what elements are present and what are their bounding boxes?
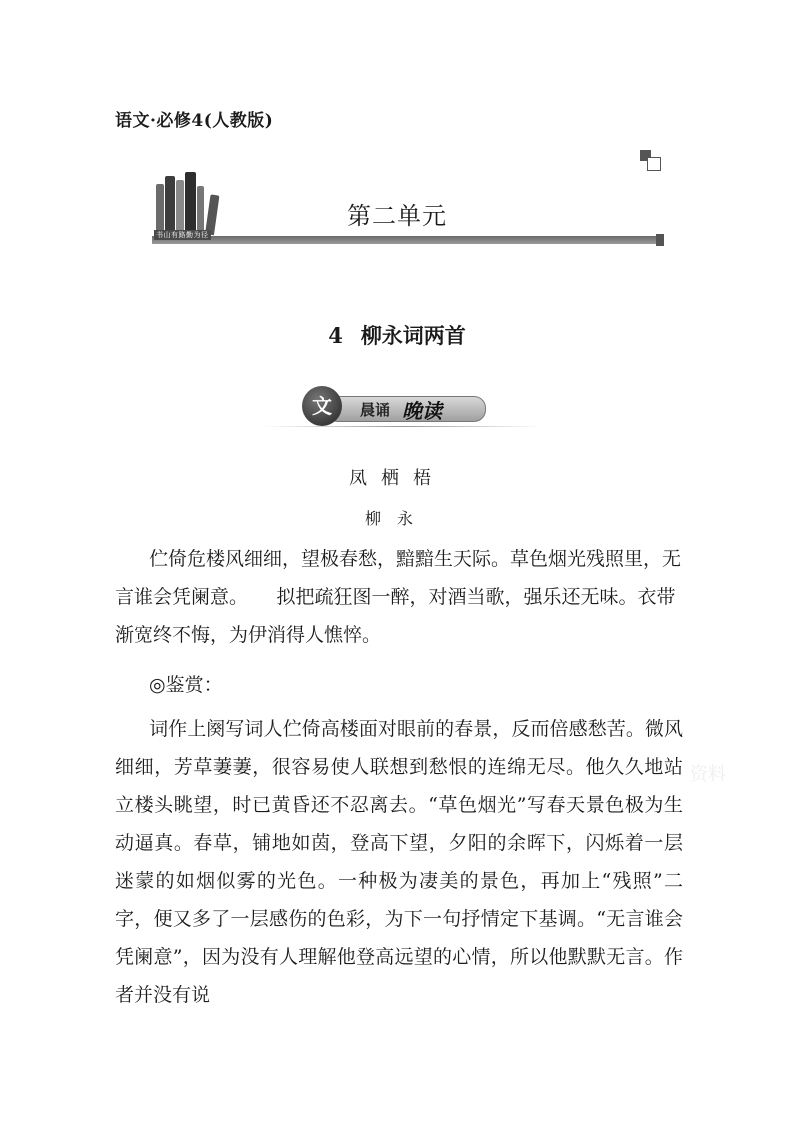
poem-body <box>115 540 683 654</box>
appreciation-text: 词作上阕写词人伫倚高楼面对眼前的春景，反而倍感愁苦。微风细细，芳草萋萋，很容易使人联想到愁恨的连绵无尽。他久久地站立楼头眺望，时已黄昏还不忍离去。“草色烟光”写春天景色极为生动逼真。春草，铺地如茵，登高下望，夕阳的余晖下，闪烁着一层迷蒙的如烟似雾的光色。一种极为凄美的景色，再加上“残照”二字，便又多了一层感伤的色彩，为下一句抒情定下基调。“无言谁会凭阑意”，因为没有人理解他登高远望的心情，所以他默默无言。作者并没有说 <box>115 718 683 1006</box>
page-header: 语文·必修4(人教版) <box>115 111 274 131</box>
poem-line: 言谁会凭阑意。 拟把疏狂图一醉，对酒当歌，强乐还无味。衣带 <box>115 586 676 608</box>
corner-decoration-icon <box>640 150 662 172</box>
badge-word-morning: 晨诵 <box>360 401 391 419</box>
unit-title: 第二单元 <box>347 202 447 230</box>
reading-badge <box>298 382 488 430</box>
banner-caption: 书山有路勤为径 <box>156 231 209 239</box>
poem-line: 伫倚危楼风细细，望极春愁，黯黯生天际。草色烟光残照里，无 <box>149 548 682 570</box>
badge-word-evening: 晚读 <box>402 399 442 423</box>
appreciation-heading: ◎鉴赏： <box>149 674 223 696</box>
lesson-name: 柳永词两首 <box>360 324 466 348</box>
lesson-title <box>0 320 794 350</box>
poem-author: 柳永 <box>364 509 429 528</box>
poem-title: 凤栖梧 <box>349 468 445 489</box>
lesson-number: 4 <box>328 323 343 348</box>
poem-line: 渐宽终不悔，为伊消得人憔悴。 <box>115 624 382 646</box>
badge-divider <box>262 426 542 427</box>
banner-bar <box>152 236 660 244</box>
appreciation-paragraph <box>115 710 683 1014</box>
watermark: 资料 <box>690 764 726 785</box>
book-icon: 文 <box>302 386 342 426</box>
